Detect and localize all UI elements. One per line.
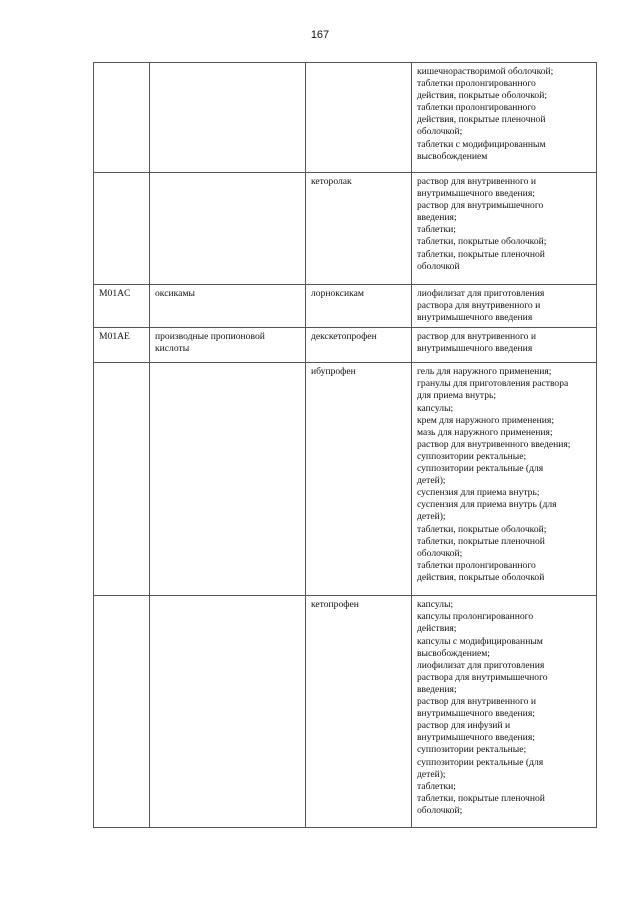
dosage-form-line: детей); <box>417 475 446 487</box>
atc-code-cell <box>94 173 150 285</box>
dosage-form-line: гель для наружного применения; <box>417 366 552 378</box>
dosage-form-line: детей); <box>417 511 446 523</box>
pharmacological-group-cell <box>150 363 306 596</box>
dosage-form-line: раствора для внутривенного и <box>417 300 541 312</box>
dosage-form-line: действия, покрытые пленочной <box>417 114 546 126</box>
dosage-form-line: введения; <box>417 212 457 224</box>
atc-code-cell: M01AE <box>94 328 150 363</box>
dosage-form-line: капсулы пролонгированного <box>417 611 534 623</box>
atc-code-cell <box>94 596 150 828</box>
dosage-form-line: таблетки, покрытые оболочкой; <box>417 236 547 248</box>
dosage-form-line: раствора для внутримышечного <box>417 671 548 683</box>
pharmacological-group-cell: производные пропионовой кислоты <box>150 328 306 363</box>
dosage-form-line: раствор для инфузий и <box>417 720 511 732</box>
pharmacological-group-cell <box>150 596 306 828</box>
dosage-forms-cell <box>412 285 597 328</box>
dosage-form-line: кишечнорастворимой оболочкой; <box>417 66 554 77</box>
dosage-form-line: таблетки пролонгированного <box>417 102 536 114</box>
table-body <box>94 63 597 828</box>
page-number: 167 <box>310 29 330 41</box>
dosage-forms-cell <box>412 173 597 285</box>
dosage-form-line: действия, покрытые оболочкой <box>417 571 545 583</box>
dosage-form-line: таблетки, покрытые пленочной <box>417 792 545 804</box>
drug-name-cell: декскетопрофен <box>306 328 412 363</box>
drug-name-cell: ибупрофен <box>306 363 412 596</box>
table-row <box>94 63 597 173</box>
drug-name-cell: кетопрофен <box>306 596 412 828</box>
atc-code-cell <box>94 363 150 596</box>
dosage-forms-cell <box>412 328 597 363</box>
drug-name-cell <box>306 63 412 173</box>
dosage-form-line: оболочкой; <box>417 547 463 559</box>
dosage-form-line: таблетки; <box>417 780 456 792</box>
dosage-form-line: суппозитории ректальные (для <box>417 463 544 475</box>
dosage-form-line: введения; <box>417 683 457 695</box>
dosage-form-line: оболочкой; <box>417 126 463 138</box>
dosage-form-line: высвобождением; <box>417 647 490 659</box>
pharmacological-group-cell: оксикамы <box>150 285 306 328</box>
dosage-form-line: капсулы; <box>417 402 454 414</box>
dosage-forms-cell <box>412 63 597 173</box>
dosage-form-line: капсулы с модифицированным <box>417 635 543 647</box>
dosage-form-line: для приема внутрь; <box>417 390 497 402</box>
dosage-form-line: крем для наружного применения; <box>417 414 554 426</box>
dosage-form-line: таблетки, покрытые оболочкой; <box>417 523 547 535</box>
dosage-form-line: лиофилизат для приготовления <box>417 659 545 671</box>
dosage-form-line: лиофилизат для приготовления <box>417 288 545 299</box>
dosage-form-line: раствор для внутривенного и <box>417 696 536 708</box>
dosage-form-line: раствор для внутримышечного <box>417 200 544 212</box>
dosage-form-line: таблетки; <box>417 224 456 236</box>
dosage-form-line: таблетки, покрытые пленочной <box>417 535 545 547</box>
dosage-form-line: гранулы для приготовления раствора <box>417 378 569 390</box>
atc-code-cell <box>94 63 150 173</box>
drug-name-cell: кеторолак <box>306 173 412 285</box>
dosage-form-line: раствор для внутривенного и <box>417 331 536 343</box>
table-row <box>94 173 597 285</box>
dosage-form-line: суспензия для приема внутрь; <box>417 487 540 499</box>
dosage-form-line: раствор для внутривенного и <box>417 176 536 187</box>
dosage-form-line: внутримышечного введения; <box>417 188 535 200</box>
dosage-form-line: внутримышечного введения <box>417 312 533 324</box>
dosage-form-line: суппозитории ректальные; <box>417 450 527 462</box>
dosage-form-line: внутримышечного введения <box>417 343 533 355</box>
table-row <box>94 596 597 828</box>
table-row <box>94 328 597 363</box>
dosage-form-line: внутримышечного введения; <box>417 732 535 744</box>
pharmacological-group-cell <box>150 63 306 173</box>
drug-table <box>93 62 597 828</box>
dosage-form-line: внутримышечного введения; <box>417 708 535 720</box>
dosage-form-line: таблетки с модифицированным <box>417 138 546 150</box>
dosage-form-line: суспензия для приема внутрь (для <box>417 499 557 511</box>
dosage-form-line: таблетки пролонгированного <box>417 78 536 90</box>
dosage-form-line: таблетки, покрытые пленочной <box>417 248 545 260</box>
dosage-form-line: суппозитории ректальные (для <box>417 756 544 768</box>
dosage-form-line: детей); <box>417 768 446 780</box>
drug-name-cell: лорноксикам <box>306 285 412 328</box>
dosage-form-line: оболочкой; <box>417 804 463 816</box>
dosage-forms-cell <box>412 363 597 596</box>
dosage-form-line: оболочкой <box>417 260 460 272</box>
pharmacological-group-cell <box>150 173 306 285</box>
dosage-form-line: мазь для наружного применения; <box>417 426 553 438</box>
dosage-forms-cell <box>412 596 597 828</box>
atc-code-cell: M01AC <box>94 285 150 328</box>
dosage-form-line: действия, покрытые оболочкой; <box>417 90 548 102</box>
dosage-form-line: капсулы; <box>417 599 454 611</box>
table-row <box>94 363 597 596</box>
dosage-form-line: раствор для внутривенного введения; <box>417 438 571 450</box>
dosage-form-line: таблетки пролонгированного <box>417 559 536 571</box>
table-row <box>94 285 597 328</box>
dosage-form-line: суппозитории ректальные; <box>417 744 527 756</box>
dosage-form-line: высвобождением <box>417 150 488 162</box>
dosage-form-line: действия; <box>417 623 457 635</box>
